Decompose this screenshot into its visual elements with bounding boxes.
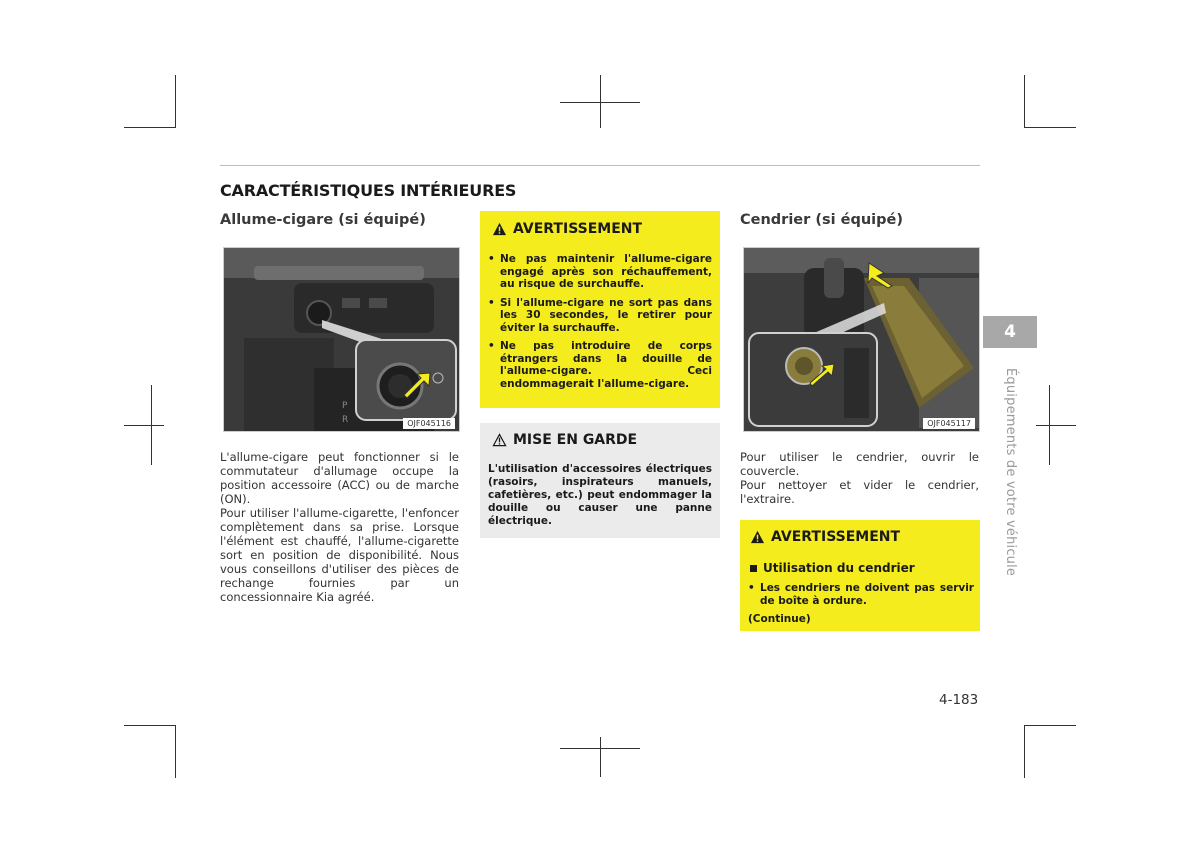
warning-heading	[750, 561, 915, 575]
warning-title-text: AVERTISSEMENT	[513, 221, 643, 237]
side-chapter-label: Équipements de votre véhicule	[1003, 368, 1018, 577]
svg-text:P: P	[342, 401, 348, 411]
list-item: • Les cendriers ne doivent pas servir de boîte à ordure.	[748, 582, 974, 607]
warning-title	[492, 221, 642, 237]
list-item: • Si l'allume-cigare ne sort pas dans les 30 secondes, le retirer pour éviter la surchauffe.	[488, 297, 712, 335]
warning-heading-text: Utilisation du cendrier	[763, 561, 915, 575]
caution-text: L'utilisation d'accessoires électriques (rasoirs, inspirateurs manuels, cafetières, etc.) peut endommager la douille ou causer une panne électrique.	[488, 463, 712, 527]
chapter-tab: 4	[983, 316, 1037, 348]
header-rule	[220, 165, 980, 166]
image-caption: OJF045116	[403, 418, 455, 429]
continue-label: (Continue)	[748, 613, 811, 625]
svg-text:R: R	[342, 415, 349, 425]
ashtray-image	[743, 247, 980, 432]
caution-title-text: MISE EN GARDE	[513, 432, 638, 448]
square-bullet-icon	[750, 565, 757, 572]
image-caption: OJF045117	[923, 418, 975, 429]
warning-list	[488, 253, 712, 396]
cigar-lighter-text	[220, 450, 459, 604]
caution-box	[480, 423, 720, 538]
warning-box	[480, 211, 720, 408]
ashtray-title: Cendrier (si équipé)	[740, 212, 903, 228]
paragraph: Pour utiliser le cendrier, ouvrir le couvercle.	[740, 450, 979, 478]
section-title: CARACTÉRISTIQUES INTÉRIEURES	[220, 181, 517, 200]
warning-triangle-icon	[492, 222, 507, 236]
paragraph: Pour utiliser l'allume-cigarette, l'enfoncer complètement dans sa prise. Lorsque l'élément est chauffé, l'allume-cigarette sort en position de disponibilité. Nous vous conseillons d'utiliser des pièces de rechange fournies par un concessionnaire Kia agréé.	[220, 506, 459, 604]
cigar-lighter-title: Allume-cigare (si équipé)	[220, 212, 426, 228]
page-number: 4-183	[939, 692, 979, 708]
caution-triangle-icon	[492, 433, 507, 447]
paragraph: L'allume-cigare peut fonctionner si le commutateur d'allumage occupe la position accessoire (ACC) ou de marche (ON).	[220, 450, 459, 506]
paragraph: Pour nettoyer et vider le cendrier, l'extraire.	[740, 478, 979, 506]
warning-title	[750, 529, 900, 545]
caution-title	[492, 432, 637, 448]
warning-title-text: AVERTISSEMENT	[771, 529, 901, 545]
list-item: • Ne pas maintenir l'allume-cigare engagé après son réchauffement, au risque de surchauffe.	[488, 253, 712, 291]
ashtray-warning-box	[740, 520, 980, 631]
warning-list	[748, 582, 974, 613]
cigar-lighter-image	[223, 247, 460, 432]
ashtray-text	[740, 450, 979, 506]
list-item: • Ne pas introduire de corps étrangers dans la douille de l'allume-cigare. Ceci endommagerait l'allume-cigare.	[488, 340, 712, 390]
warning-triangle-icon	[750, 530, 765, 544]
